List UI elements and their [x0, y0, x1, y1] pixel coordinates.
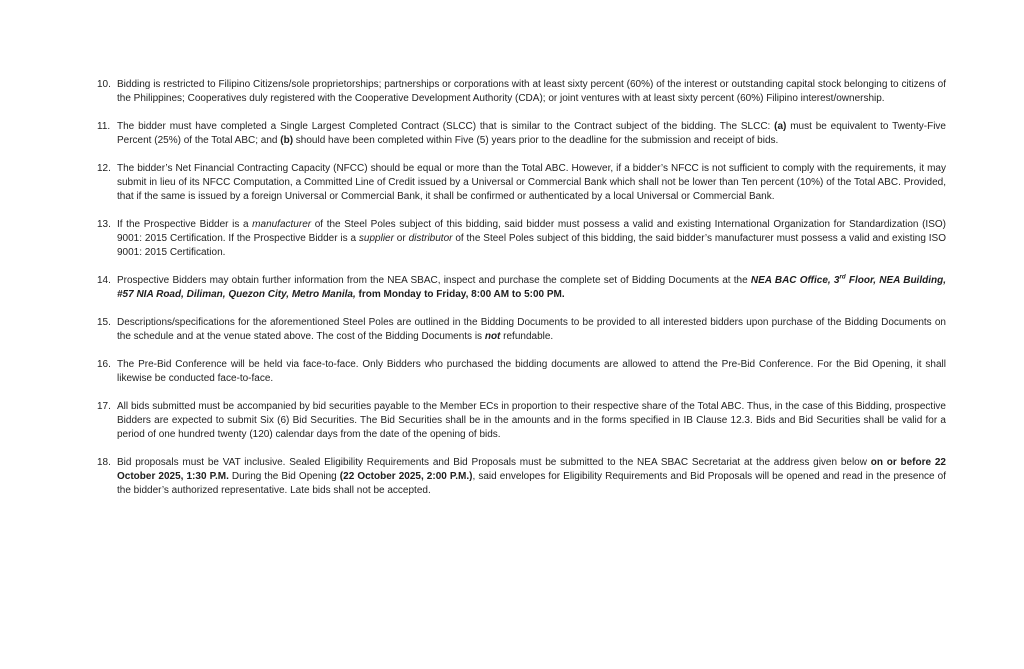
item-text: Prospective Bidders may obtain further information from the NEA SBAC, inspect and purchase the complete set of Bidding Documents at the NEA BAC Office, 3rd Floor, NEA Building, #57 NIA Road, Diliman, Quezon City, Metro Manila, from Monday to Friday, 8:00 AM to 5:00 PM. — [117, 273, 949, 300]
item-number: 12. — [97, 163, 111, 174]
list-item-14 — [97, 273, 949, 302]
item-number: 17. — [97, 401, 111, 412]
item-number: 11. — [97, 121, 111, 132]
bid-conditions-list — [97, 78, 949, 512]
list-item-11 — [97, 120, 949, 148]
item-number: 13. — [97, 219, 111, 230]
item-number: 18. — [97, 457, 111, 468]
list-item-13 — [97, 218, 949, 260]
item-text: Descriptions/specifications for the aforementioned Steel Poles are outlined in the Bidding Documents to be provided to all interested bidders upon purchase of the Bidding Documents on the schedule and at the venue stated above. The cost of the Bidding Documents is not refundable. — [117, 317, 949, 342]
item-text: All bids submitted must be accompanied by bid securities payable to the Member ECs in proportion to their respective share of the Total ABC. Thus, in the case of this Bidding, prospective Bidders are expected to submit Six (6) Bid Securities. The Bid Securities shall be in the amounts and in the forms specified in IB Clause 12.3. Bids and Bid Securities shall be valid for a period of one hundred twenty (120) calendar days from the date of the opening of bids. — [117, 401, 949, 440]
list-item-18 — [97, 456, 949, 498]
item-text: The bidder must have completed a Single Largest Completed Contract (SLCC) that is similar to the Contract subject of the bidding. The SLCC: (a) must be equivalent to Twenty-Five Percent (25%) of the Total ABC; and (b) should have been completed within Five (5) years prior to the deadline for the submission and receipt of bids. — [117, 121, 949, 146]
list-item-17 — [97, 400, 949, 442]
item-number: 10. — [97, 79, 111, 90]
item-number: 15. — [97, 317, 111, 328]
item-number: 16. — [97, 359, 111, 370]
item-text: Bidding is restricted to Filipino Citizens/sole proprietorships; partnerships or corporations with at least sixty percent (60%) of the interest or outstanding capital stock belonging to citizens of the Philippines; Cooperatives duly registered with the Cooperative Development Authority (CDA); or joint ventures with at least sixty percent (60%) Filipino interest/ownership. — [117, 79, 949, 104]
list-item-16 — [97, 358, 949, 386]
list-item-15 — [97, 316, 949, 344]
item-text: If the Prospective Bidder is a manufacturer of the Steel Poles subject of this bidding, said bidder must possess a valid and existing International Organization for Standardization (ISO) 9001: 2015 Certification. If the Prospective Bidder is a supplier or distributor of the Steel Poles subject of this bidding, the said bidder’s manufacturer must possess a valid and existing ISO 9001: 2015 Certification. — [117, 219, 949, 258]
list-item-10 — [97, 78, 949, 106]
item-text: The Pre-Bid Conference will be held via face-to-face. Only Bidders who purchased the bidding documents are allowed to attend the Pre-Bid Conference. For the Bid Opening, it shall likewise be conducted face-to-face. — [117, 359, 949, 384]
item-number: 14. — [97, 275, 111, 286]
item-text: Bid proposals must be VAT inclusive. Sealed Eligibility Requirements and Bid Proposals must be submitted to the NEA SBAC Secretariat at the address given below on or before 22 October 2025, 1:30 P.M. During the Bid Opening (22 October 2025, 2:00 P.M.), said envelopes for Eligibility Requirements and Bid Proposals will be opened and read in the presence of the bidder’s authorized representative. Late bids shall not be accepted. — [117, 457, 949, 496]
item-text: The bidder’s Net Financial Contracting Capacity (NFCC) should be equal or more than the Total ABC. However, if a bidder’s NFCC is not sufficient to comply with the requirements, it may submit in lieu of its NFCC Computation, a Committed Line of Credit issued by a Universal or Commercial Bank which shall not be lower than Ten percent (10%) of the Total ABC. Provided, that if the same is issued by a foreign Universal or Commercial Bank, it shall be confirmed or authenticated by a local Universal or Commercial Bank. — [117, 163, 949, 202]
list-item-12 — [97, 162, 949, 204]
